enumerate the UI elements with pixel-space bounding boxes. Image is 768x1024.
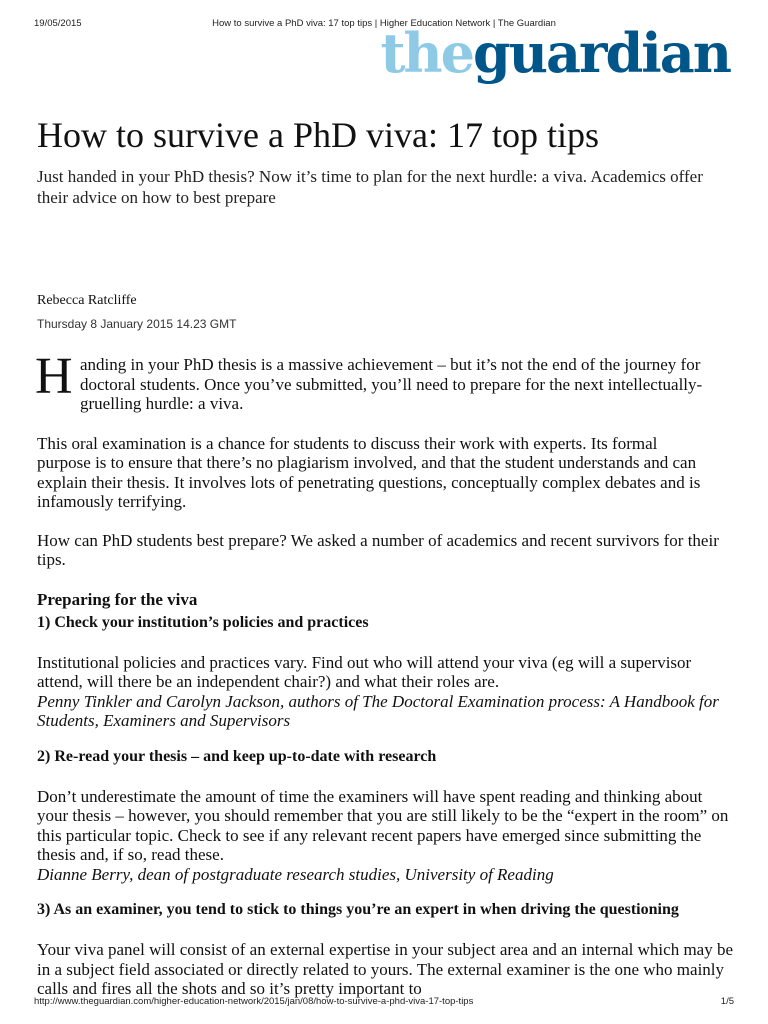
logo-prefix: the xyxy=(380,21,474,85)
article xyxy=(37,112,737,999)
drop-cap: H xyxy=(35,348,73,405)
article-headline: How to survive a PhD viva: 17 top tips xyxy=(37,115,599,155)
paragraph-how-to-prepare: How can PhD students best prepare? We asked a number of academics and recent survivors for their tips. xyxy=(37,530,719,569)
tip-heading-2: 2) Re-read your thesis – and keep up-to-date with research xyxy=(37,747,437,765)
tip-body-3: Your viva panel will consist of an external expertise in your subject area and an internal which may be in a subject field associated or directly related to yours. The external examiner is the one who mainly calls and fires all the shots and so it’s pretty important to xyxy=(37,940,734,998)
tip-body-1 xyxy=(37,653,737,731)
page-number: 1/5 xyxy=(720,996,734,1007)
section-heading-preparing: Preparing for the viva xyxy=(37,589,198,609)
page-url[interactable]: http://www.theguardian.com/higher-education-network/2015/jan/08/how-to-survive-a-phd-viva-17-top-tips xyxy=(34,996,474,1007)
article-standfirst: Just handed in your PhD thesis? Now it’s time to plan for the next hurdle: a viva. Academics offer their advice on how to best prepare xyxy=(37,167,703,207)
print-footer xyxy=(34,996,734,1010)
tip-text-2: Don’t underestimate the amount of time the examiners will have spent reading and thinking about your thesis – however, you should remember that you are still likely to be the “expert in the room” on this particular topic. Check to see if any relevant recent papers have emerged since submitting the thesis and, if so, read these. xyxy=(37,786,729,864)
print-date: 19/05/2015 xyxy=(34,18,82,29)
tip-text-1: Institutional policies and practices vary. Find out who will attend your viva (eg will a supervisor attend, will there be an independent chair?) and what their roles are. xyxy=(37,652,692,691)
guardian-logo[interactable] xyxy=(380,21,730,85)
intro-paragraph xyxy=(35,348,737,414)
publish-date: Thursday 8 January 2015 14.23 GMT xyxy=(37,317,237,331)
paragraph-oral-examination: This oral examination is a chance for students to discuss their work with experts. Its formal purpose is to ensure that there’s no plagiarism involved, and that the student understands and can explain their thesis. It involves lots of penetrating questions, conceptually complex debates and is infamously terrifying. xyxy=(37,433,701,511)
tip-body-2 xyxy=(37,787,737,885)
print-page-title: How to survive a PhD viva: 17 top tips | Higher Education Network | The Guardian xyxy=(212,18,556,29)
tip-heading-1: 1) Check your institution’s policies and practices xyxy=(37,613,369,631)
tip-heading-3: 3) As an examiner, you tend to stick to things you’re an expert in when driving the questioning xyxy=(37,901,679,918)
author-byline[interactable]: Rebecca Ratcliffe xyxy=(37,293,137,308)
tip-attribution-1: Penny Tinkler and Carolyn Jackson, authors of The Doctoral Examination process: A Handbook for Students, Examiners and Supervisors xyxy=(37,691,719,730)
intro-text: anding in your PhD thesis is a massive achievement – but it’s not the end of the journey for doctoral students. Once you’ve submitted, you’ll need to prepare for the next intellectually-gruelling hurdle: a viva. xyxy=(80,355,703,413)
article-body xyxy=(35,348,737,999)
tip-attribution-2: Dianne Berry, dean of postgraduate research studies, University of Reading xyxy=(37,864,554,884)
logo-name: guardian xyxy=(473,21,730,85)
